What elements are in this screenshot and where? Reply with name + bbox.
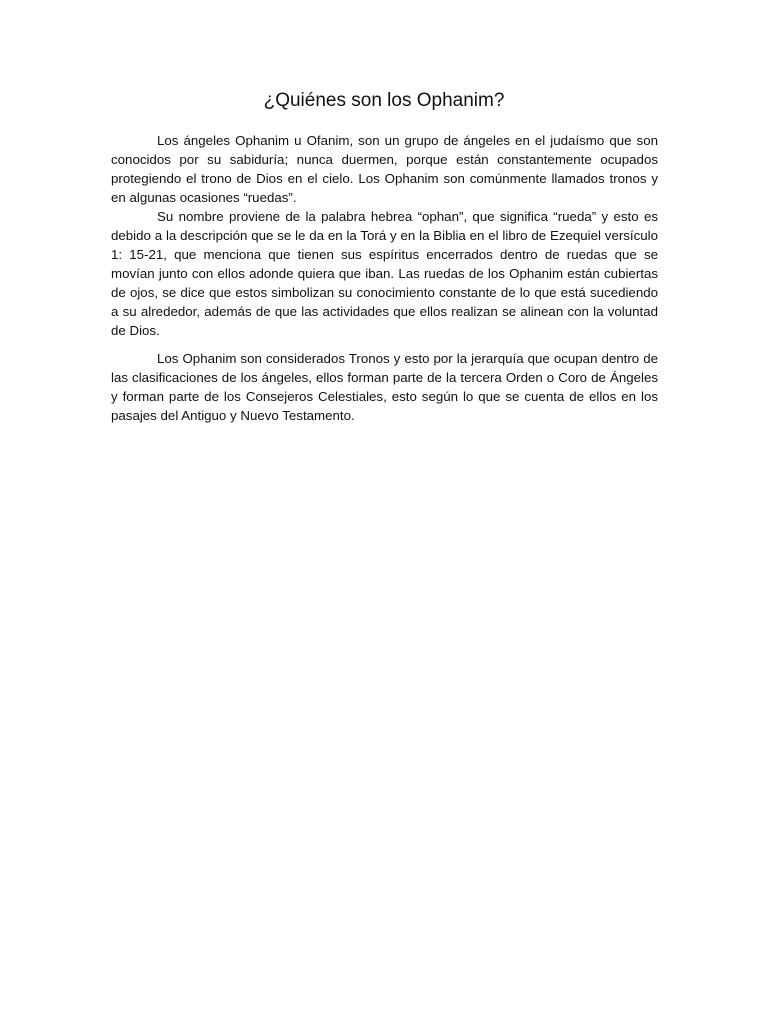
- document-body: [111, 131, 658, 425]
- page-title: ¿Quiénes son los Ophanim?: [263, 90, 505, 111]
- paragraph-etymology: Su nombre proviene de la palabra hebrea “ophan”, que significa “rueda” y esto es debido a la descripción que se le da en la Torá y en la Biblia en el libro de Ezequiel versículo 1: 15-21, que menciona que tienen sus espíritus encerrados dentro de ruedas que se movían junto con ellos adonde quiera que iban. Las ruedas de los Ophanim están cubiertas de ojos, se dice que estos simbolizan su conocimiento constante de lo que está sucediendo a su alrededor, además de que las actividades que ellos realizan se alinean con la voluntad de Dios.: [111, 209, 658, 338]
- paragraph-intro: Los ángeles Ophanim u Ofanim, son un grupo de ángeles en el judaísmo que son conocidos por su sabiduría; nunca duermen, porque están constantemente ocupados protegiendo el trono de Dios en el cielo. Los Ophanim son comúnmente llamados tronos y en algunas ocasiones “ruedas”.: [111, 133, 658, 205]
- paragraph-hierarchy: Los Ophanim son considerados Tronos y esto por la jerarquía que ocupan dentro de las clasificaciones de los ángeles, ellos forman parte de la tercera Orden o Coro de Ángeles y forman parte de los Consejeros Celestiales, esto según lo que se cuenta de ellos en los pasajes del Antiguo y Nuevo Testamento.: [111, 351, 658, 423]
